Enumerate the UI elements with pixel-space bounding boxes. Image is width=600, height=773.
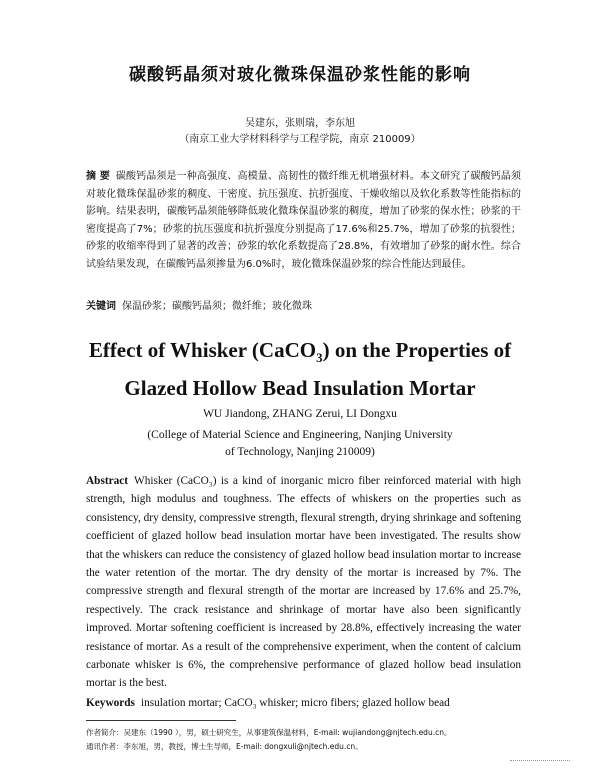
- chinese-keywords-label: 关键词: [86, 301, 116, 312]
- english-title-part2: ) on the Properties of: [322, 338, 512, 362]
- footnotes: [86, 726, 556, 754]
- english-abstract-text: Whisker (CaCO₃) is a kind of inorganic micro fiber reinforced material with high strength, high modulus and toughness. The effects of whiskers on the properties such as consistency, dry density, compressive strength, flexural strength, drying shrinkage and softening coefficient of glazed hollow bead insulation mortar have been investigated. The results show that the whiskers can reduce the consistency of glazed hollow bead insulation mortar to increase the water retention of the mortar. The dry density of the mortar is increased by 7%. The compressive strength and flexural strength of the mortar are increased by 17.6% and 25.7%, respectively. The crack resistance and shrinkage of mortar have also been significantly improved. Mortar softening coefficient is increased by 28.8%, effectively increasing the water resistance of mortar. As a result of the comprehensive experiment, when the content of calcium carbonate whisker is 6%, the comprehensive performance of glazed hollow bead insulation mortar is the best.: [86, 475, 521, 690]
- chinese-abstract-label: 摘 要: [86, 171, 110, 182]
- chinese-abstract-text: 碳酸钙晶须是一种高强度、高模量、高韧性的微纤维无机增强材料。本文研究了碳酸钙晶须对玻化微珠保温砂浆的稠度、干密度、抗压强度、抗折强度、干燥收缩以及软化系数等性能指标的影响。结果表明，碳酸钙晶须能够降低玻化微珠保温砂浆的稠度，增加了砂浆的保水性；砂浆的干密度提高了7%；砂浆的抗压强度和抗折强度分别提高了17.6%和25.7%，增加了砂浆的抗裂性；砂浆的收缩率得到了显著的改善；砂浆的软化系数提高了28.8%，有效增加了砂浆的耐水性。综合试验结果发现，在碳酸钙晶须掺量为6.0%时，玻化微珠保温砂浆的综合性能达到最佳。: [86, 171, 522, 270]
- footnote-divider: [86, 720, 236, 721]
- chinese-keywords: [86, 297, 521, 312]
- english-keywords-text: insulation mortar; CaCO₃ whisker; micro fibers; glazed hollow bead: [140, 697, 450, 709]
- english-abstract-label: Abstract: [86, 475, 129, 487]
- chinese-affiliation: （南京工业大学材料科学与工程学院，南京 210009）: [179, 134, 421, 145]
- english-keywords: [86, 697, 521, 709]
- english-authors: WU Jiandong, ZHANG Zerui, LI Dongxu: [203, 408, 397, 420]
- page-edge-mark: [510, 760, 570, 763]
- english-title-subscript: 3: [316, 350, 323, 366]
- footnote-corresponding-author: 通讯作者：李东旭，男，教授，博士生导师，E-mail: dongxuli@njtech.edu.cn。: [86, 742, 363, 751]
- chinese-keywords-text: 保温砂浆；碳酸钙晶须；微纤维；玻化微珠: [122, 301, 312, 312]
- english-affiliation: [110, 427, 490, 461]
- english-title: [0, 335, 600, 403]
- english-title-line2: Glazed Hollow Bead Insulation Mortar: [124, 376, 476, 401]
- chinese-authors: 吴建东，张则瑞，李东旭: [245, 118, 355, 129]
- english-abstract: [86, 472, 521, 693]
- english-affiliation-line2: of Technology, Nanjing 210009): [225, 446, 375, 458]
- chinese-title: 碳酸钙晶须对玻化微珠保温砂浆性能的影响: [129, 65, 471, 85]
- english-title-line1: [0, 335, 600, 373]
- english-keywords-label: Keywords: [86, 697, 135, 709]
- english-affiliation-line1: (College of Material Science and Engineering, Nanjing University: [147, 429, 453, 441]
- chinese-abstract: [86, 168, 521, 273]
- footnote-author-info: 作者简介：吴建东（1990 ），男，硕士研究生，从事建筑保温材料，E-mail: wujiandong@njtech.edu.cn。: [86, 728, 452, 737]
- english-title-part1: Effect of Whisker (CaCO: [88, 338, 317, 362]
